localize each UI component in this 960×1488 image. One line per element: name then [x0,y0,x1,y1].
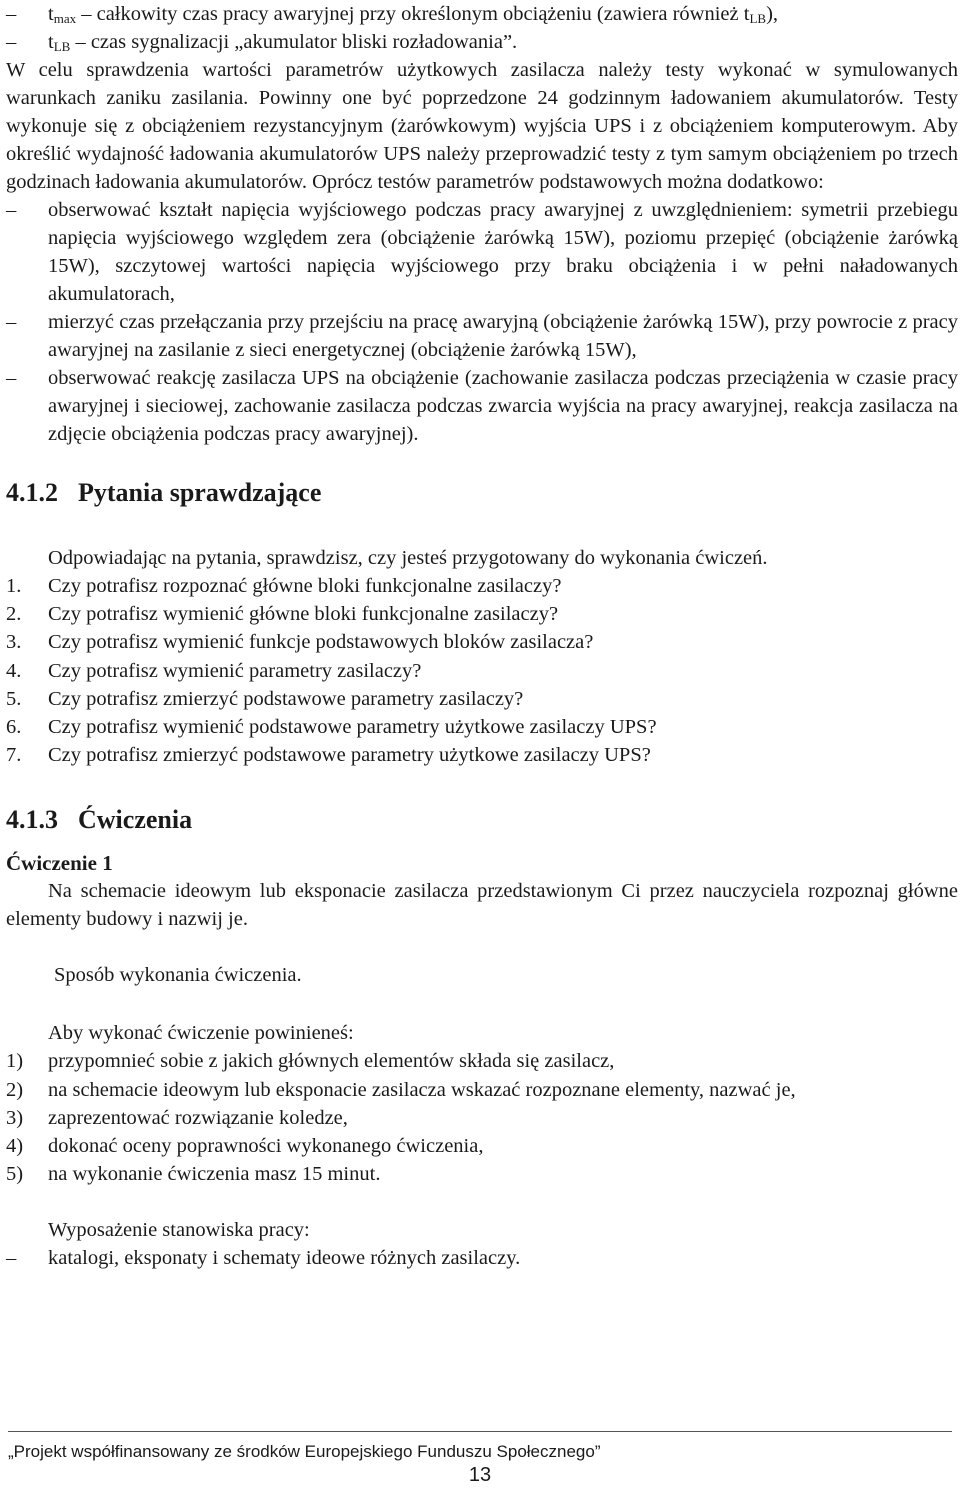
steps-intro: Aby wykonać ćwiczenie powinieneś: [48,1022,354,1045]
extra-test-item: – obserwować reakcję zasilacza UPS na obciążenie (zachowanie zasilacza podczas przeciążenia w czasie pracy awaryjnej i sieciowej, zachowanie zasilacza podczas zwarcia wyjścia na pracy awaryjnej, reakcja zasilacza na zdjęcie obciążenia podczas pracy awaryjnej). [6,364,958,448]
exercise-title: Ćwiczenie 1 [6,851,113,876]
section-heading-exercises [6,803,958,837]
page-number: 13 [468,1464,492,1486]
step-item: 1) przypomnieć sobie z jakich głównych elementów składa się zasilacz, [6,1050,615,1073]
step-item: 3) zaprezentować rozwiązanie koledze, [6,1106,348,1129]
section-number: 4.1.3 [6,805,58,835]
section-title: Pytania sprawdzające [78,478,322,507]
question-item: 2. Czy potrafisz wymienić główne bloki funkcjonalne zasilaczy? [6,603,559,626]
exercise-steps-list [6,1047,958,1188]
list-dash: – [6,3,17,25]
question-item: 5. Czy potrafisz zmierzyć podstawowe parametry zasilaczy? [6,687,524,710]
step-item: 2) na schemacie ideowym lub eksponacie zasilacza wskazać rozpoznane elementy, nazwać je, [6,1078,796,1101]
list-dash: – [6,199,17,221]
equipment-list [6,1244,958,1272]
definition-item: – $t_{LB}$ – czas sygnalizacji „akumulator bliski rozładowania”. [6,28,958,56]
method-heading: Sposób wykonania ćwiczenia. [54,964,302,987]
list-dash: – [6,31,17,53]
question-item: 1. Czy potrafisz rozpoznać główne bloki funkcjonalne zasilaczy? [6,575,562,597]
section-title: Ćwiczenia [78,805,193,835]
question-item: 4. Czy potrafisz wymienić parametry zasilaczy? [6,659,422,682]
page-content [6,0,958,1272]
footer-divider [8,1431,952,1432]
list-dash: – [6,311,17,333]
extra-tests-list [6,196,958,448]
question-item: 3. Czy potrafisz wymienić funkcje podstawowych bloków zasilacza? [6,631,594,654]
question-item: 6. Czy potrafisz wymienić podstawowe parametry użytkowe zasilaczy UPS? [6,716,657,739]
question-item: 7. Czy potrafisz zmierzyć podstawowe parametry użytkowe zasilaczy UPS? [6,744,651,767]
tests-paragraph: W celu sprawdzenia wartości parametrów użytkowych zasilacza należy testy wykonać w symulowanych warunkach zaniku zasilania. Powinny one być poprzedzone 24 godzinnym ładowaniem akumulatorów. Testy wykonuje się z obciążeniem rezystancyjnym (żarówkowym) wyjścia UPS i z obciążeniem komputerowym. Aby określić wydajność ładowania akumulatorów UPS należy przeprowadzić testy z tym samym obciążeniem po trzech godzinach ładowania akumulatorów. Oprócz testów parametrów podstawowych można dodatkowo: [6,59,958,193]
exercise-description: Na schemacie ideowym lub eksponacie zasilacza przedstawionym Ci przez nauczyciela rozpoznaj główne elementy budowy i nazwij je. [6,880,958,931]
extra-test-item: – mierzyć czas przełączania przy przejściu na pracę awaryjną (obciążenie żarówką 15W), przy powrocie z pracy awaryjnej na zasilanie z sieci energetycznej (obciążenie żarówką 15W), [6,308,958,364]
section-number: 4.1.2 [6,478,58,507]
definition-item: – $t_{max}$ – całkowity czas pracy awaryjnej przy określonym obciążeniu (zawiera również $t_{LB}$), [6,0,958,28]
section-heading-questions [6,476,958,510]
step-item: 4) dokonać oceny poprawności wykonanego ćwiczenia, [6,1135,484,1158]
step-item: 5) na wykonanie ćwiczenia masz 15 minut. [6,1163,381,1186]
equipment-item: – katalogi, eksponaty i schematy ideowe różnych zasilaczy. [6,1244,958,1272]
footer-text: „Projekt współfinansowany ze środków Europejskiego Funduszu Społecznego” [8,1442,601,1461]
extra-test-item: – obserwować kształt napięcia wyjściowego podczas pracy awaryjnej z uwzględnieniem: symetrii przebiegu napięcia wyjściowego względem zera (obciążenie żarówką 15W), poziomu przepięć (obciążenie żarówką 15W), szczytowej wartości napięcia wyjściowego przy braku obciążenia i w pełni naładowanych akumulatorach, [6,196,958,308]
definitions-list [6,0,958,56]
list-dash: – [6,1247,17,1270]
equipment-heading: Wyposażenie stanowiska pracy: [48,1219,310,1242]
questions-intro: Odpowiadając na pytania, sprawdzisz, czy jesteś przygotowany do wykonania ćwiczeń. [48,547,768,569]
questions-list [6,572,958,769]
list-dash: – [6,367,17,389]
